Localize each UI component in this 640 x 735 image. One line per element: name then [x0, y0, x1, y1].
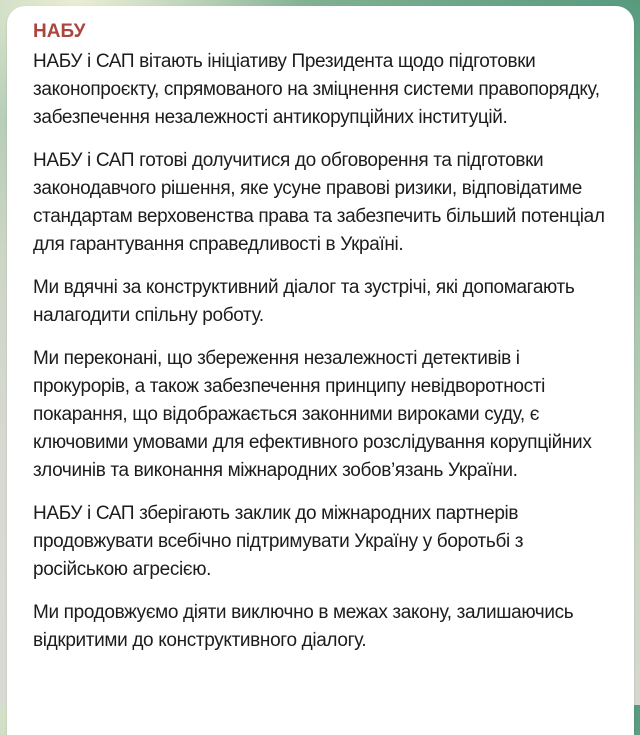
message-paragraph: Ми вдячні за конструктивний діалог та зустрічі, які допомагають налагодити спільну роботу.	[33, 277, 575, 326]
message-paragraph: НАБУ і САП готові долучитися до обговорення та підготовки законодавчого рішення, яке усуне правові ризики, відповідатиме стандартам верховенства права та забезпечить більший потенціал для гарантування справедливості в Україні.	[33, 150, 605, 255]
message-paragraph: Ми переконані, що збереження незалежності детективів і прокурорів, а також забезпечення принципу невідворотності покарання, що відображається законними вироками суду, є ключовими умовами для ефективного розслідування корупційних злочинів та виконання міжнародних зобов’язань України.	[33, 348, 592, 481]
message-paragraph: НАБУ і САП вітають ініціативу Президента щодо підготовки законопроєкту, спрямованого на зміцнення системи правопорядку, забезпечення незалежності антикорупційних інституцій.	[33, 51, 600, 128]
message-paragraph: Ми продовжуємо діяти виключно в межах закону, залишаючись відкритими до конструктивного діалогу.	[33, 602, 574, 651]
sender-name[interactable]: НАБУ	[33, 21, 86, 42]
message-bubble[interactable]	[7, 6, 634, 735]
message-paragraph: НАБУ і САП зберігають заклик до міжнародних партнерів продовжувати всебічно підтримувати Україну у боротьбі з російською агресією.	[33, 503, 524, 580]
message-text	[33, 48, 618, 655]
